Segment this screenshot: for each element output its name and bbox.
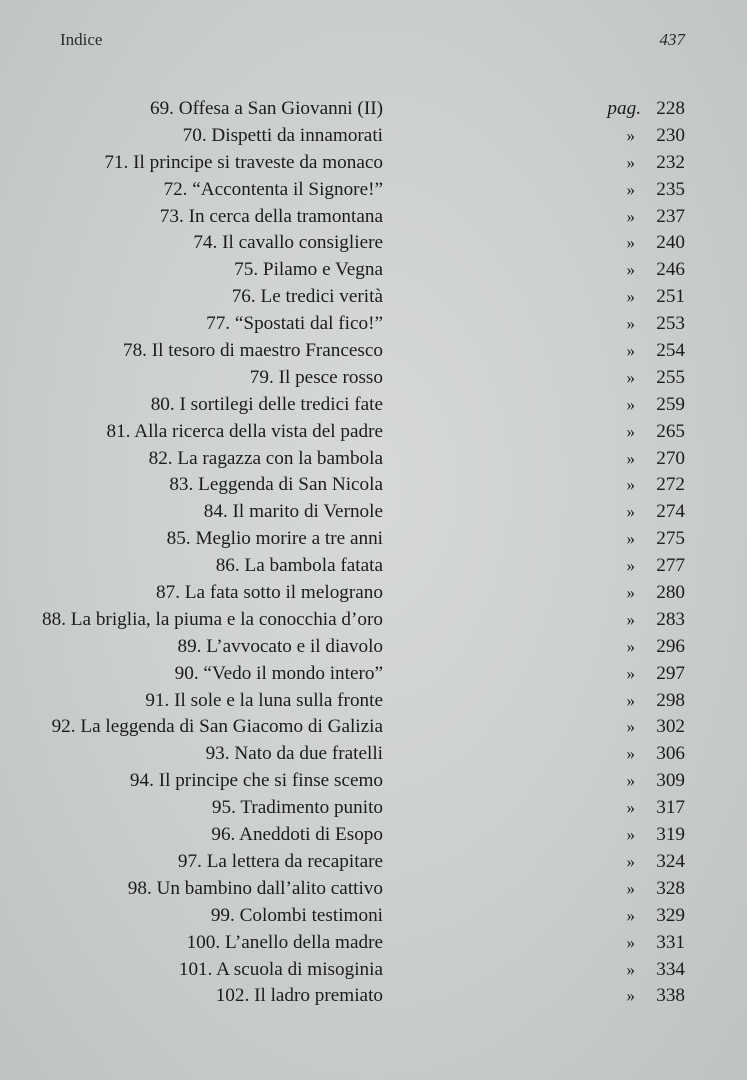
toc-entry-number: 79. bbox=[249, 366, 274, 388]
toc-entry-page: 275 bbox=[656, 528, 685, 550]
toc-entry bbox=[0, 446, 747, 473]
toc-entry-text: Il principe si traveste da monaco bbox=[133, 151, 383, 173]
ditto-mark: » bbox=[626, 798, 635, 818]
toc-entry-page: 246 bbox=[656, 259, 685, 281]
ditto-mark: » bbox=[626, 367, 635, 387]
toc-entry-title bbox=[179, 957, 383, 984]
toc-entry bbox=[0, 150, 747, 177]
toc-entry-number: 98. bbox=[127, 877, 152, 899]
toc-entry-page: 240 bbox=[656, 232, 685, 254]
toc-entry-number: 74. bbox=[193, 232, 218, 254]
toc-entry-text: Leggenda di San Nicola bbox=[198, 474, 383, 496]
toc-entry-number: 82. bbox=[148, 447, 173, 469]
toc-entry-title bbox=[211, 822, 383, 849]
toc-entry-title bbox=[193, 230, 383, 257]
ditto-mark: » bbox=[626, 529, 635, 549]
toc-entry bbox=[0, 957, 747, 984]
toc-entry-text: Nato da due fratelli bbox=[234, 743, 383, 765]
toc-entry-text: Aneddoti di Esopo bbox=[239, 824, 383, 846]
ditto-mark: » bbox=[626, 771, 635, 791]
toc-entry-title bbox=[206, 311, 383, 338]
toc-entry-text: La fata sotto il melograno bbox=[184, 582, 383, 604]
ditto-mark: » bbox=[626, 636, 635, 656]
toc-entry-title bbox=[211, 903, 383, 930]
toc-entry-number: 102. bbox=[215, 985, 250, 1007]
toc-entry-number: 101. bbox=[178, 958, 213, 980]
ditto-mark: » bbox=[626, 905, 635, 925]
page-number: 437 bbox=[659, 30, 685, 49]
toc-entry-text: In cerca della tramontana bbox=[188, 205, 383, 227]
toc-entry-page: 329 bbox=[656, 904, 685, 926]
toc-entry-page: 297 bbox=[656, 662, 685, 684]
ditto-mark: » bbox=[626, 233, 635, 253]
toc-entry-text: Meglio morire a tre anni bbox=[195, 528, 383, 550]
toc-entry-title bbox=[234, 257, 383, 284]
toc-entry bbox=[0, 795, 747, 822]
toc-entry-number: 88. bbox=[42, 608, 66, 630]
toc-entry-page: 254 bbox=[656, 340, 685, 362]
ditto-mark: » bbox=[626, 825, 635, 845]
ditto-mark: » bbox=[626, 959, 635, 979]
toc-entry-number: 99. bbox=[210, 904, 235, 926]
ditto-mark: » bbox=[626, 986, 635, 1006]
toc-entry-number: 71. bbox=[104, 151, 129, 173]
toc-entry-title bbox=[250, 365, 383, 392]
toc-entry bbox=[0, 96, 747, 123]
toc-entry-title bbox=[128, 876, 383, 903]
toc-entry-title bbox=[212, 795, 383, 822]
toc-entry-title bbox=[169, 472, 383, 499]
ditto-mark: » bbox=[626, 717, 635, 737]
toc-entry-title bbox=[167, 526, 383, 553]
toc-entry-text: La bambola fatata bbox=[244, 555, 383, 577]
toc-entry-number: 100. bbox=[186, 931, 221, 953]
toc-entry-text: Un bambino dall’alito cattivo bbox=[156, 877, 383, 899]
toc-entry-number: 72. bbox=[163, 178, 188, 200]
toc-entry bbox=[0, 230, 747, 257]
toc-entry-page: 331 bbox=[656, 931, 685, 953]
toc-entry-title bbox=[206, 741, 383, 768]
toc-entry bbox=[0, 741, 747, 768]
toc-entry bbox=[0, 661, 747, 688]
toc-entry-text: I sortilegi delle tredici fate bbox=[179, 393, 383, 415]
toc-entry-number: 80. bbox=[150, 393, 175, 415]
toc-entry-number: 85. bbox=[166, 528, 191, 550]
toc-entry-title bbox=[204, 499, 383, 526]
ditto-mark: » bbox=[626, 314, 635, 334]
toc-entry-page: 255 bbox=[656, 366, 685, 388]
toc-entry-number: 78. bbox=[122, 340, 147, 362]
toc-entry-number: 92. bbox=[51, 716, 76, 738]
toc-entry bbox=[0, 930, 747, 957]
toc-entry-number: 86. bbox=[215, 555, 240, 577]
toc-entry-text: Il pesce rosso bbox=[278, 366, 383, 388]
toc-entry-title bbox=[216, 553, 383, 580]
toc-entry-number: 90. bbox=[174, 662, 199, 684]
toc-entry-number: 75. bbox=[234, 259, 259, 281]
ditto-mark: » bbox=[626, 448, 635, 468]
toc-entry-page: 277 bbox=[656, 555, 685, 577]
toc-entry-text: Offesa a San Giovanni (II) bbox=[178, 98, 383, 119]
toc-entry-text: Il cavallo consigliere bbox=[222, 232, 383, 254]
ditto-mark: » bbox=[626, 125, 635, 145]
toc-entry-title bbox=[42, 607, 383, 634]
toc-entry-title bbox=[232, 284, 383, 311]
toc-entry-title bbox=[156, 580, 383, 607]
ditto-mark: » bbox=[626, 851, 635, 871]
toc-entry-page: 251 bbox=[656, 286, 685, 308]
toc-entry-page: 232 bbox=[656, 151, 685, 173]
toc-entry-page: 309 bbox=[656, 770, 685, 792]
ditto-mark: » bbox=[626, 583, 635, 603]
ditto-mark: » bbox=[626, 260, 635, 280]
toc-entry bbox=[0, 499, 747, 526]
toc-entry-title bbox=[178, 849, 383, 876]
ditto-mark: » bbox=[626, 394, 635, 414]
running-head bbox=[60, 30, 685, 52]
toc-entry-number: 91. bbox=[145, 689, 170, 711]
toc-entry-page: 283 bbox=[656, 608, 685, 630]
toc-entry-text: “Spostati dal fico!” bbox=[234, 313, 383, 335]
toc-entry-number: 94. bbox=[129, 770, 154, 792]
toc-entry bbox=[0, 392, 747, 419]
ditto-mark: » bbox=[626, 421, 635, 441]
toc-entry-text: Dispetti da innamorati bbox=[211, 124, 383, 146]
toc-entry bbox=[0, 553, 747, 580]
ditto-mark: » bbox=[626, 287, 635, 307]
toc-entry-number: 89. bbox=[177, 635, 202, 657]
toc-entry-title bbox=[130, 768, 383, 795]
toc-entry bbox=[0, 311, 747, 338]
toc-entry-title bbox=[150, 96, 383, 123]
toc-entry-title bbox=[177, 634, 383, 661]
ditto-mark: » bbox=[626, 206, 635, 226]
toc-entry bbox=[0, 688, 747, 715]
toc-entry-number: 76. bbox=[231, 286, 256, 308]
toc-entry-number: 95. bbox=[211, 797, 236, 819]
ditto-mark: » bbox=[626, 878, 635, 898]
toc-entry-number: 77. bbox=[206, 313, 231, 335]
toc-entry-number: 97. bbox=[177, 850, 202, 872]
toc-entry bbox=[0, 580, 747, 607]
toc-entry-page: 259 bbox=[656, 393, 685, 415]
toc-entry bbox=[0, 257, 747, 284]
toc-entry-title bbox=[104, 150, 383, 177]
toc-entry-text: La leggenda di San Giacomo di Galizia bbox=[80, 716, 383, 738]
section-title: Indice bbox=[60, 30, 103, 49]
toc-entry-page: 298 bbox=[656, 689, 685, 711]
toc-entry bbox=[0, 284, 747, 311]
toc-entry bbox=[0, 634, 747, 661]
toc-entry-page: 302 bbox=[656, 716, 685, 738]
toc-entry bbox=[0, 526, 747, 553]
toc-entry-page: 265 bbox=[656, 420, 685, 442]
toc-entry-text: A scuola di misoginia bbox=[216, 958, 383, 980]
toc-entry-title bbox=[183, 123, 383, 150]
toc-entry-title bbox=[52, 714, 383, 741]
toc-entry-title bbox=[175, 661, 383, 688]
toc-entry bbox=[0, 607, 747, 634]
toc-entry-text: Il principe che si finse scemo bbox=[158, 770, 383, 792]
toc-entry bbox=[0, 338, 747, 365]
ditto-mark: » bbox=[626, 556, 635, 576]
toc-entry-text: Alla ricerca della vista del padre bbox=[134, 420, 383, 442]
toc-entry bbox=[0, 768, 747, 795]
toc-entry-page: 235 bbox=[656, 178, 685, 200]
toc-entry bbox=[0, 177, 747, 204]
toc-entry-text: Colombi testimoni bbox=[239, 904, 383, 926]
toc-entry-text: Tradimento punito bbox=[240, 797, 383, 819]
toc-entry-text: L’anello della madre bbox=[224, 931, 383, 953]
toc-entry-page: 319 bbox=[656, 824, 685, 846]
toc-entry-page: 272 bbox=[656, 474, 685, 496]
toc-entry-text: “Accontenta il Signore!” bbox=[192, 178, 383, 200]
toc-entry-page: 274 bbox=[656, 501, 685, 523]
ditto-mark: » bbox=[626, 932, 635, 952]
toc-entry-page: 338 bbox=[656, 985, 685, 1007]
toc-entry bbox=[0, 849, 747, 876]
toc-entry-title bbox=[106, 419, 383, 446]
toc-entry-number: 93. bbox=[205, 743, 230, 765]
toc-entry-number: 70. bbox=[182, 124, 207, 146]
toc-entry-title bbox=[145, 688, 383, 715]
toc-entry-title bbox=[216, 983, 383, 1010]
toc-entry-title bbox=[149, 446, 383, 473]
toc-entry bbox=[0, 472, 747, 499]
ditto-mark: » bbox=[626, 609, 635, 629]
toc-entry-title bbox=[151, 392, 383, 419]
toc-entry-page: 328 bbox=[656, 877, 685, 899]
toc-entry bbox=[0, 419, 747, 446]
toc-entry-text: Il ladro premiato bbox=[254, 985, 383, 1007]
toc-entry-number: 73. bbox=[159, 205, 184, 227]
ditto-mark: » bbox=[626, 690, 635, 710]
toc-entry bbox=[0, 714, 747, 741]
toc-entry-page: 228 bbox=[656, 98, 685, 119]
toc-entry-page: 306 bbox=[656, 743, 685, 765]
toc-entry bbox=[0, 983, 747, 1010]
ditto-mark: » bbox=[626, 341, 635, 361]
toc-entry-number: 81. bbox=[106, 420, 131, 442]
ditto-mark: » bbox=[626, 475, 635, 495]
toc-entry-text: Il marito di Vernole bbox=[232, 501, 383, 523]
toc-entry-number: 87. bbox=[156, 582, 180, 604]
table-of-contents bbox=[0, 96, 747, 1010]
toc-entry-text: Il tesoro di maestro Francesco bbox=[151, 340, 383, 362]
toc-entry-number: 96. bbox=[211, 824, 236, 846]
toc-entry-page: 324 bbox=[656, 850, 685, 872]
toc-entry-text: La lettera da recapitare bbox=[206, 850, 383, 872]
toc-entry-text: L’avvocato e il diavolo bbox=[206, 635, 383, 657]
toc-entry bbox=[0, 903, 747, 930]
toc-entry-text: La ragazza con la bambola bbox=[177, 447, 383, 469]
toc-entry-page: 296 bbox=[656, 635, 685, 657]
toc-entry-text: Le tredici verità bbox=[260, 286, 383, 308]
ditto-mark: » bbox=[626, 744, 635, 764]
toc-entry-title bbox=[187, 930, 383, 957]
toc-entry-text: “Vedo il mondo intero” bbox=[203, 662, 383, 684]
ditto-mark: » bbox=[626, 179, 635, 199]
toc-entry-page: 230 bbox=[656, 124, 685, 146]
toc-entry-text: Pilamo e Vegna bbox=[262, 259, 383, 281]
toc-entry bbox=[0, 365, 747, 392]
toc-entry-page: 280 bbox=[656, 582, 685, 604]
toc-entry-number: 69. bbox=[149, 98, 174, 119]
toc-entry-page: 237 bbox=[656, 205, 685, 227]
toc-entry-number: 83. bbox=[169, 474, 194, 496]
toc-entry bbox=[0, 204, 747, 231]
toc-entry-number: 84. bbox=[203, 501, 228, 523]
ditto-mark: » bbox=[626, 502, 635, 522]
toc-entry-page: 334 bbox=[656, 958, 685, 980]
toc-entry-page: 270 bbox=[656, 447, 685, 469]
toc-entry-title bbox=[123, 338, 383, 365]
toc-entry-page: 253 bbox=[656, 313, 685, 335]
toc-entry-page: 317 bbox=[656, 797, 685, 819]
toc-entry bbox=[0, 123, 747, 150]
toc-entry-title bbox=[160, 204, 383, 231]
ditto-mark: » bbox=[626, 152, 635, 172]
toc-entry bbox=[0, 876, 747, 903]
toc-entry-title bbox=[163, 177, 383, 204]
page-abbreviation: pag. bbox=[607, 98, 641, 119]
ditto-mark: » bbox=[626, 663, 635, 683]
toc-entry-text: La briglia, la piuma e la conocchia d’oro bbox=[70, 608, 383, 630]
toc-entry bbox=[0, 822, 747, 849]
toc-entry-text: Il sole e la luna sulla fronte bbox=[174, 689, 383, 711]
